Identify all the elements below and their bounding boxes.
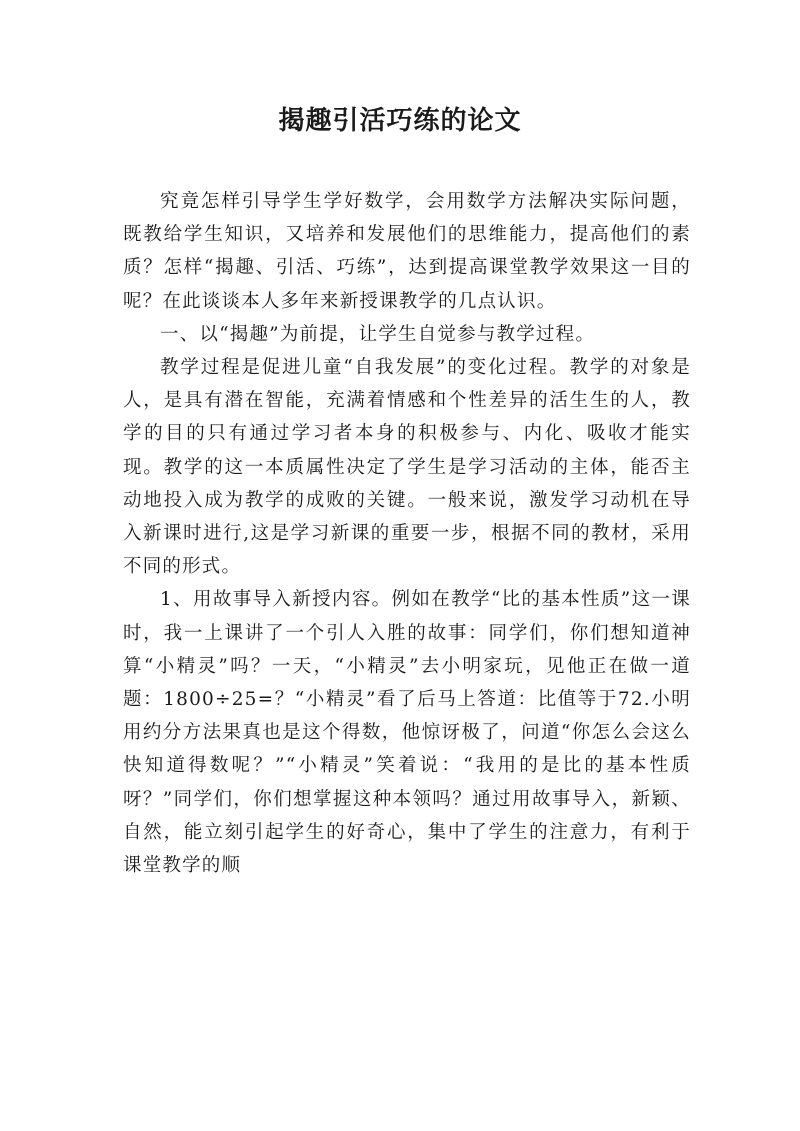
document-title: 揭趣引活巧练的论文 (278, 106, 522, 136)
paragraph-teaching-process: 教学过程是促进儿童“自我发展”的变化过程。教学的对象是人，是具有潜在智能，充满着情感和个性差异的活生生的人，教学的目的只有通过学习者本身的积极参与、内化、吸收才能实现。教学的这一本质属性决定了学生是学习活动的主体，能否主动地投入成为教学的成败的关键。一般来说，激发学习动机在导入新课时进行,这是学习新课的重要一步，根据不同的教材，采用不同的形式。 (123, 357, 691, 578)
document-body (123, 185, 691, 882)
paragraph-story-intro: 1、用故事导入新授内容。例如在教学“比的基本性质”这一课时，我一上课讲了一个引人入胜的故事：同学们，你们想知道神算“小精灵”吗？一天，“小精灵”去小明家玩，见他正在做一道题：1800÷25=？“小精灵”看了后马上答道：比值等于72.小明用约分方法果真也是这个得数，他惊讶极了，问道“你怎么会这么快知道得数呢？”“小精灵”笑着说：“我用的是比的基本性质呀？”同学们，你们想掌握这种本领吗？通过用故事导入，新颖、自然，能立刻引起学生的好奇心，集中了学生的注意力，有利于课堂教学的顺 (123, 589, 691, 877)
paragraph-intro: 究竟怎样引导学生学好数学，会用数学方法解决实际问题，既教给学生知识，又培养和发展他们的思维能力，提高他们的素质？怎样“揭趣、引活、巧练”，达到提高课堂教学效果这一目的呢？在此谈谈本人多年来新授课教学的几点认识。 (123, 191, 691, 312)
paragraph-section-heading: 一、以“揭趣”为前提，让学生自觉参与教学过程。 (160, 323, 596, 345)
